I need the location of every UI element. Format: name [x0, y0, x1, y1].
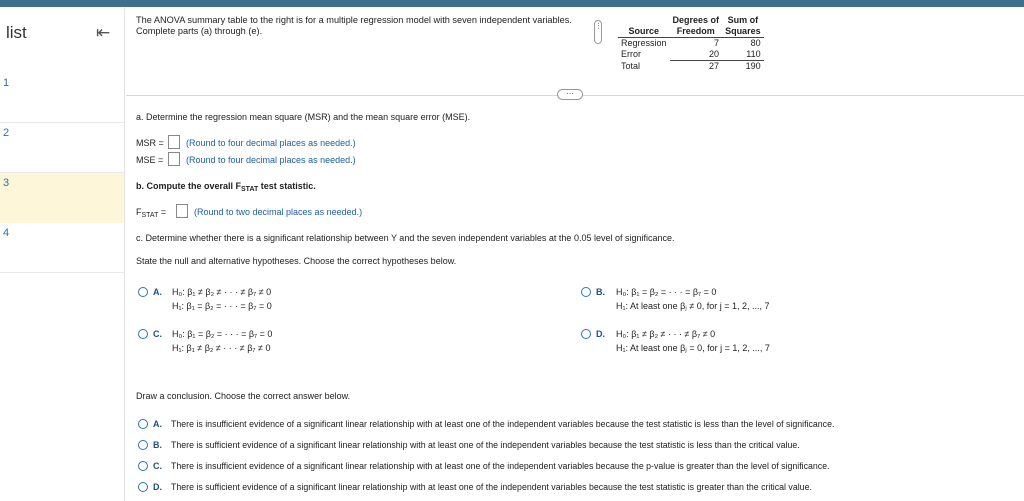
hypothesis-option-b-radio[interactable]	[581, 287, 591, 297]
conclusion-option-d-radio[interactable]	[138, 482, 148, 492]
hypothesis-option-c-letter: C.	[153, 329, 162, 339]
conclusion-option-b-letter: B.	[153, 440, 162, 450]
conclusion-option-d-letter: D.	[153, 482, 162, 492]
anova-ss: 110	[722, 49, 764, 61]
fstat-label-eq: =	[158, 207, 167, 217]
hypothesis-option-c-h1: H₁: β₁ ≠ β₂ ≠ · · · ≠ β₇ ≠ 0	[172, 343, 271, 353]
part-b-prompt	[136, 181, 316, 193]
hypothesis-option-a-h0: H₀: β₁ ≠ β₂ ≠ · · · ≠ β₇ ≠ 0	[172, 287, 272, 297]
part-a-prompt: a. Determine the regression mean square (MSR) and the mean square error (MSE).	[136, 112, 471, 122]
fstat-label-sub: STAT	[141, 212, 159, 219]
top-bar	[0, 0, 1024, 7]
anova-header-ss: Squares	[722, 26, 764, 38]
conclusion-option-a-text: There is insufficient evidence of a significant linear relationship with at least one of the independent variables because the test statistic is less than the level of significance.	[171, 419, 835, 429]
hypothesis-option-b-h0: H₀: β₁ = β₂ = · · · = β₇ = 0	[616, 287, 717, 297]
anova-df: 27	[709, 61, 720, 71]
anova-header-ss-top: Sum of	[727, 15, 759, 25]
msr-hint: (Round to four decimal places as needed.)	[186, 138, 356, 148]
collapse-left-icon[interactable]: ⇤	[96, 23, 111, 42]
fstat-label	[136, 207, 166, 219]
anova-header-df-top: Degrees of	[672, 15, 720, 25]
conclusion-option-b-text: There is sufficient evidence of a significant linear relationship with at least one of the independent variables because the test statistic is less than the critical value.	[171, 440, 800, 450]
conclusion-option-b-radio[interactable]	[138, 440, 148, 450]
hypothesis-option-b-letter: B.	[596, 287, 605, 297]
anova-df: 20	[670, 49, 723, 61]
hypothesis-option-a-letter: A.	[153, 287, 162, 297]
question-panel	[126, 7, 1024, 501]
mse-input[interactable]	[168, 152, 180, 166]
sidebar-item-question-4[interactable]: 4	[0, 223, 124, 273]
msr-label: MSR =	[136, 138, 164, 148]
anova-df: 7	[714, 38, 720, 48]
conclusion-option-c-radio[interactable]	[138, 461, 148, 471]
hypothesis-option-b-h1: H₁: At least one βⱼ ≠ 0, for j = 1, 2, ..., 7	[616, 301, 770, 311]
mse-label: MSE =	[136, 155, 164, 165]
anova-ss: 190	[745, 61, 761, 71]
part-c-prompt: c. Determine whether there is a significant relationship between Y and the seven independent variables at the 0.05 level of significance.	[136, 233, 675, 243]
hypothesis-option-d-h1: H₁: At least one βⱼ = 0, for j = 1, 2, ..., 7	[616, 343, 770, 353]
conclusion-option-d-text: There is sufficient evidence of a significant linear relationship with at least one of the independent variables because the test statistic is greater than the critical value.	[171, 482, 812, 492]
conclusion-prompt: Draw a conclusion. Choose the correct answer below.	[136, 391, 351, 401]
conclusion-option-c-text: There is insufficient evidence of a significant linear relationship with at least one of the independent variables because the p-value is greater than the level of significance.	[171, 461, 830, 471]
hypothesis-option-a-radio[interactable]	[138, 287, 148, 297]
sidebar-title: list	[6, 23, 27, 42]
part-b-prompt-end: test statistic.	[258, 181, 316, 191]
hypothesis-option-a-h1: H₁: β₁ = β₂ = · · · = β₇ = 0	[172, 301, 272, 311]
hypothesis-option-d-letter: D.	[596, 329, 605, 339]
sidebar-item-question-2[interactable]: 2	[0, 123, 124, 173]
sidebar-item-question-3[interactable]: 3	[0, 173, 124, 223]
hypothesis-option-d-radio[interactable]	[581, 329, 591, 339]
anova-source: Total	[621, 60, 641, 71]
question-intro: The ANOVA summary table to the right is for a multiple regression model with seven independent variables. Complete parts (a) through (e).	[136, 15, 572, 36]
anova-header-df: Freedom	[670, 26, 723, 38]
conclusion-option-c-letter: C.	[153, 461, 162, 471]
mse-hint: (Round to four decimal places as needed.)	[186, 155, 356, 165]
conclusion-option-a-letter: A.	[153, 419, 162, 429]
fstat-hint: (Round to two decimal places as needed.)	[194, 207, 363, 217]
conclusion-option-a-radio[interactable]	[138, 419, 148, 429]
table-row	[618, 49, 764, 61]
anova-header-source: Source	[618, 26, 670, 38]
part-b-prompt-sub: STAT	[241, 186, 259, 193]
table-row	[618, 61, 764, 73]
hypothesis-option-d-h0: H₀: β₁ ≠ β₂ ≠ · · · ≠ β₇ ≠ 0	[616, 329, 716, 339]
anova-source: Error	[621, 49, 641, 60]
question-sidebar	[0, 7, 125, 501]
table-row	[618, 38, 764, 50]
sidebar-item-question-1[interactable]: 1	[0, 73, 124, 123]
drag-handle-icon[interactable]: ⋮	[594, 20, 602, 44]
anova-source: Regression	[621, 38, 667, 48]
expand-more-button[interactable]: ⋯	[557, 89, 583, 100]
part-b-prompt-text: b. Compute the overall F	[136, 181, 242, 191]
anova-table	[618, 15, 764, 72]
hypothesis-option-c-h0: H₀: β₁ = β₂ = · · · = β₇ = 0	[172, 329, 273, 339]
fstat-input[interactable]	[176, 204, 188, 218]
msr-input[interactable]	[168, 135, 180, 149]
hypothesis-option-c-radio[interactable]	[138, 329, 148, 339]
anova-ss: 80	[750, 38, 761, 48]
anova-header-source-top	[618, 15, 670, 26]
hypotheses-prompt: State the null and alternative hypotheses. Choose the correct hypotheses below.	[136, 256, 457, 266]
fstat-label-f: F	[136, 207, 142, 217]
